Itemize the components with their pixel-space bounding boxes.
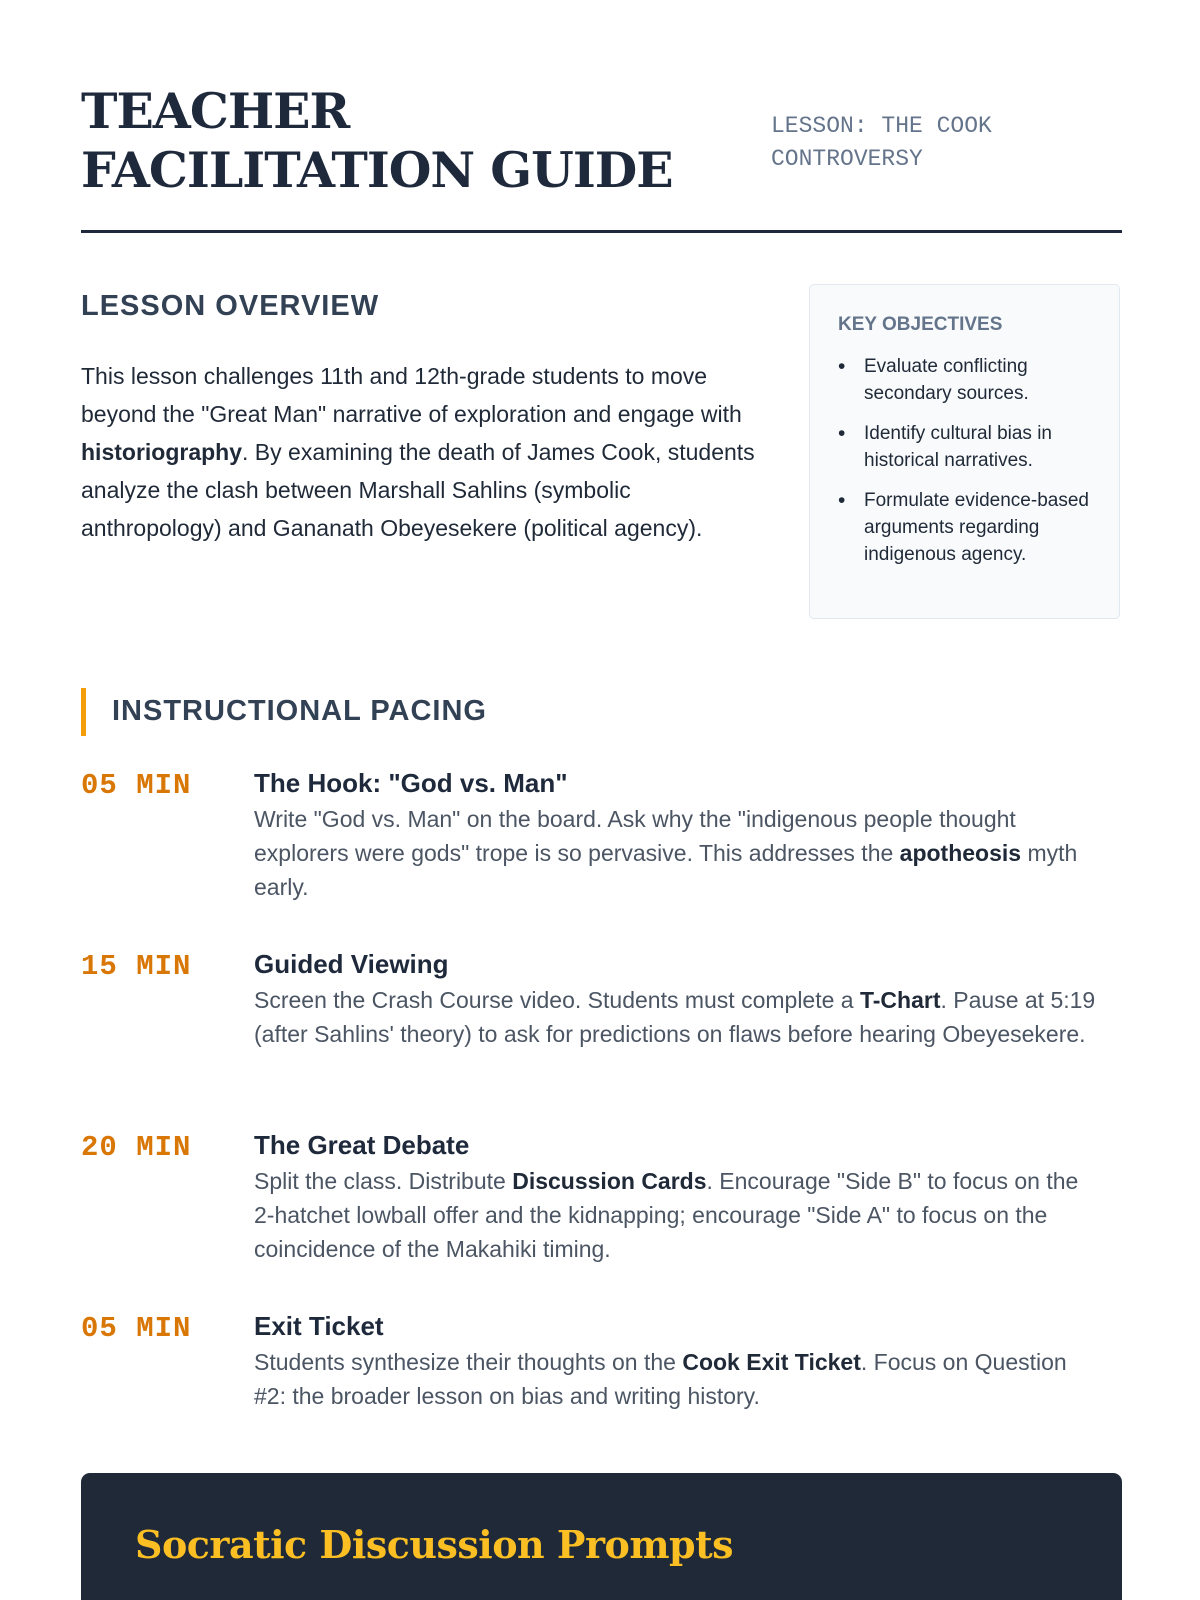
objective-text: Evaluate conflicting secondary sources. — [864, 356, 1029, 404]
pacing-activity-title: Exit Ticket — [254, 1311, 384, 1341]
pacing-key-term: Cook Exit Ticket — [682, 1349, 861, 1375]
pacing-activity-description — [254, 983, 1104, 1051]
instructional-pacing-heading: INSTRUCTIONAL PACING — [112, 695, 487, 727]
bullet-icon: • — [838, 489, 846, 512]
pacing-description-part-1: Students synthesize their thoughts on the — [254, 1349, 683, 1375]
key-objectives-panel — [809, 284, 1120, 619]
pacing-item-great-debate — [81, 1124, 1122, 1305]
pacing-activity-description — [254, 1345, 1104, 1413]
pacing-description-part-2: . Encourage "Side B" to focus on the 2-hatchet lowball offer and the kidnapping; encourage "Side A" to focus on the coincidence of the Makahiki timing. — [254, 1168, 1079, 1262]
pacing-activity-title: The Hook: "God vs. Man" — [254, 768, 568, 798]
lesson-label: LESSON: THE COOK CONTROVERSY — [771, 113, 992, 172]
key-objectives-heading: KEY OBJECTIVES — [838, 314, 1003, 335]
pacing-timeline — [81, 762, 1122, 1486]
pacing-key-term: Discussion Cards — [512, 1168, 707, 1194]
lesson-overview-heading: LESSON OVERVIEW — [81, 290, 380, 322]
pacing-description-part-1: Split the class. Distribute — [254, 1168, 513, 1194]
socratic-discussion-heading: Socratic Discussion Prompts — [135, 1522, 734, 1567]
instructional-pacing-heading-block — [81, 688, 487, 736]
pacing-time: 05 MIN — [81, 1312, 192, 1345]
objective-item — [838, 420, 1090, 474]
pacing-item-guided-viewing — [81, 943, 1122, 1124]
objective-item — [838, 487, 1090, 568]
pacing-description-part-1: Write "God vs. Man" on the board. Ask why the "indigenous people thought explorers were gods" trope is so pervasive. This addresses the — [254, 806, 1016, 866]
pacing-time: 05 MIN — [81, 769, 192, 802]
key-objectives-list — [838, 353, 1090, 581]
pacing-item-exit-ticket — [81, 1305, 1122, 1486]
pacing-time: 20 MIN — [81, 1131, 192, 1164]
guide-header — [81, 82, 1122, 233]
overview-text-part-1: This lesson challenges 11th and 12th-grade students to move beyond the "Great Man" narrative of exploration and engage with — [81, 363, 742, 427]
pacing-description-part-2: myth early. — [254, 840, 1078, 900]
pacing-key-term: apotheosis — [899, 840, 1022, 866]
page-title: TEACHER FACILITATION GUIDE — [81, 82, 673, 199]
overview-text-part-2: . By examining the death of James Cook, students analyze the clash between Marshall Sahlins (symbolic anthropology) and Gananath Obeyesekere (political agency). — [81, 439, 755, 541]
pacing-key-term: T-Chart — [859, 987, 941, 1013]
bullet-icon: • — [838, 355, 846, 378]
objective-text: Identify cultural bias in historical narratives. — [864, 423, 1052, 471]
pacing-activity-title: Guided Viewing — [254, 949, 449, 979]
pacing-item-hook — [81, 762, 1122, 943]
pacing-activity-description — [254, 802, 1104, 904]
pacing-description-part-2: . Focus on Question #2: the broader lesson on bias and writing history. — [254, 1349, 1067, 1409]
lesson-overview-paragraph — [81, 357, 761, 547]
bullet-icon: • — [838, 422, 846, 445]
objective-item — [838, 353, 1090, 407]
pacing-description-part-1: Screen the Crash Course video. Students must complete a — [254, 987, 860, 1013]
pacing-description-part-2: . Pause at 5:19 (after Sahlins' theory) to ask for predictions on flaws before hearing Obeyesekere. — [254, 987, 1096, 1047]
historiography-term: historiography — [81, 439, 243, 465]
socratic-discussion-panel — [81, 1473, 1122, 1600]
pacing-activity-title: The Great Debate — [254, 1130, 470, 1160]
pacing-time: 15 MIN — [81, 950, 192, 983]
objective-text: Formulate evidence-based arguments regarding indigenous agency. — [864, 490, 1089, 565]
pacing-activity-description — [254, 1164, 1104, 1266]
